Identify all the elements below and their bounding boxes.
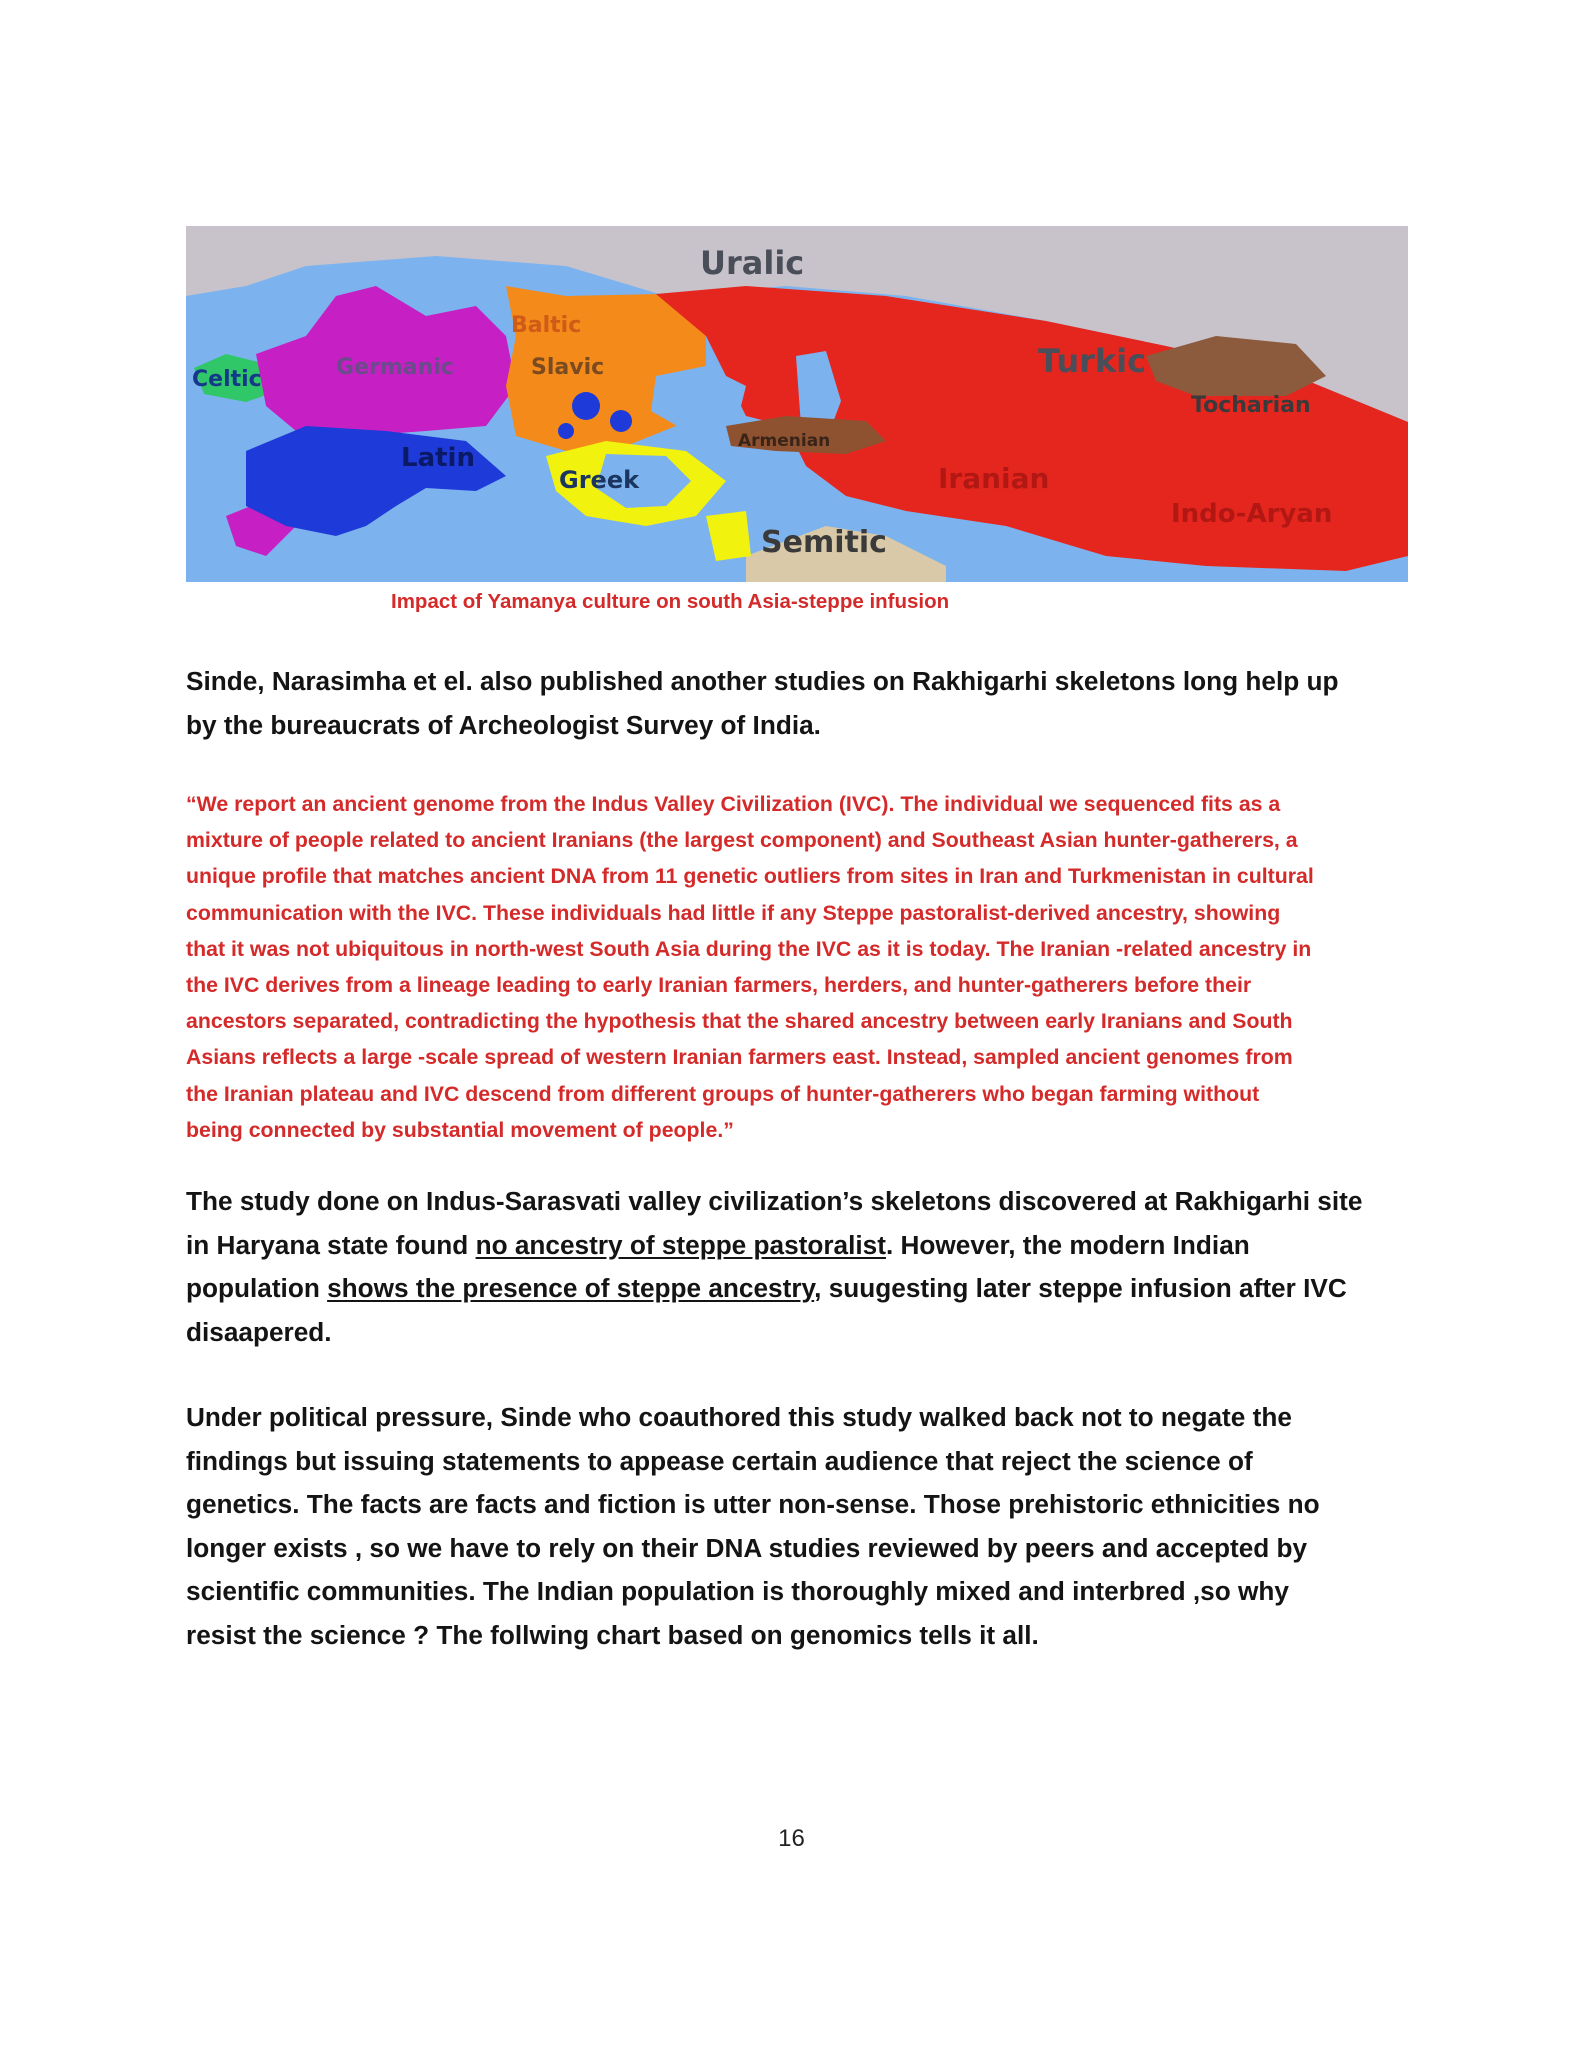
text-segment: . However, the modern Indian [885, 1229, 1250, 1260]
paragraph-intro [186, 660, 1416, 747]
text-line: longer exists , so we have to rely on their DNA studies reviewed by peers and accepted by [186, 1532, 1308, 1563]
map-label-armenian: Armenian [738, 431, 831, 451]
quote-line: mixture of people related to ancient Iranians (the largest component) and Southeast Asian hunter-gatherers, a [186, 828, 1298, 853]
text-segment: in Haryana state found [186, 1229, 476, 1260]
text-line: findings but issuing statements to appease certain audience that reject the science of [186, 1445, 1253, 1476]
language-map [186, 226, 1408, 582]
text-line: The study done on Indus-Sarasvati valley civilization’s skeletons discovered at Rakhigarhi site [186, 1186, 1363, 1216]
blue-spot [558, 423, 574, 439]
underlined-phrase: no ancestry of steppe pastoralist [475, 1229, 886, 1260]
text-line: disaapered. [186, 1316, 332, 1347]
quote-line: ancestors separated, contradicting the hypothesis that the shared ancestry between early Iranians and South [186, 1009, 1293, 1034]
blue-spot [572, 392, 600, 420]
map-label-uralic: Uralic [700, 244, 805, 282]
map-caption: Impact of Yamanya culture on south Asia-steppe infusion [391, 590, 950, 613]
paragraph-rakhigarhi-findings [186, 1180, 1416, 1354]
map-label-semitic: Semitic [761, 525, 887, 560]
map-label-turkic: Turkic [1038, 342, 1147, 380]
quote-line: Asians reflects a large -scale spread of western Iranian farmers east. Instead, sampled ancient genomes from [186, 1045, 1293, 1070]
quote-line: “We report an ancient genome from the Indus Valley Civilization (IVC). The individual we sequenced fits as a [186, 792, 1281, 816]
text-line: by the bureaucrats of Archeologist Survey of India. [186, 709, 821, 740]
map-label-indo-aryan: Indo-Aryan [1171, 499, 1333, 529]
map-label-greek: Greek [559, 466, 640, 494]
text-line: Under political pressure, Sinde who coauthored this study walked back not to negate the [186, 1402, 1292, 1432]
map-label-latin: Latin [401, 443, 475, 473]
text-line: genetics. The facts are facts and fiction is utter non-sense. Those prehistoric ethnicities no [186, 1489, 1320, 1519]
map-label-baltic: Baltic [511, 313, 582, 338]
underlined-phrase: shows the presence of steppe ancestry [327, 1273, 815, 1303]
quote-line: communication with the IVC. These individuals had little if any Steppe pastoralist-derived ancestry, showing [186, 900, 1281, 925]
blue-spot [610, 410, 632, 432]
map-label-tocharian: Tocharian [1191, 393, 1311, 418]
quote-line: the IVC derives from a lineage leading to early Iranian farmers, herders, and hunter-gatherers before their [186, 973, 1252, 998]
map-label-iranian: Iranian [938, 462, 1050, 495]
quote-line: unique profile that matches ancient DNA from 11 genetic outliers from sites in Iran and Turkmenistan in cultural [186, 864, 1314, 889]
text-line: scientific communities. The Indian population is thoroughly mixed and interbred ,so why [186, 1576, 1289, 1606]
map-label-celtic: Celtic [192, 367, 262, 392]
text-line: Sinde, Narasimha et el. also published another studies on Rakhigarhi skeletons long help up [186, 666, 1339, 696]
quote-line: that it was not ubiquitous in north-west South Asia during the IVC as it is today. The Iranian -related ancestry in [186, 936, 1312, 961]
text-segment: , suugesting later steppe infusion after IVC [814, 1273, 1347, 1303]
quote-line: being connected by substantial movement of people.” [186, 1117, 734, 1142]
quote-line: the Iranian plateau and IVC descend from different groups of hunter-gatherers who began farming without [186, 1081, 1260, 1106]
quoted-abstract [186, 786, 1416, 1148]
map-label-germanic: Germanic [336, 355, 454, 380]
paragraph-political-pressure [186, 1396, 1416, 1657]
map-label-slavic: Slavic [531, 355, 605, 380]
text-line: resist the science ? The follwing chart based on genomics tells it all. [186, 1619, 1039, 1650]
text-segment: population [186, 1273, 328, 1303]
text-line [186, 1267, 1416, 1311]
page-number: 16 [778, 1825, 805, 1852]
text-line [186, 1224, 1416, 1268]
